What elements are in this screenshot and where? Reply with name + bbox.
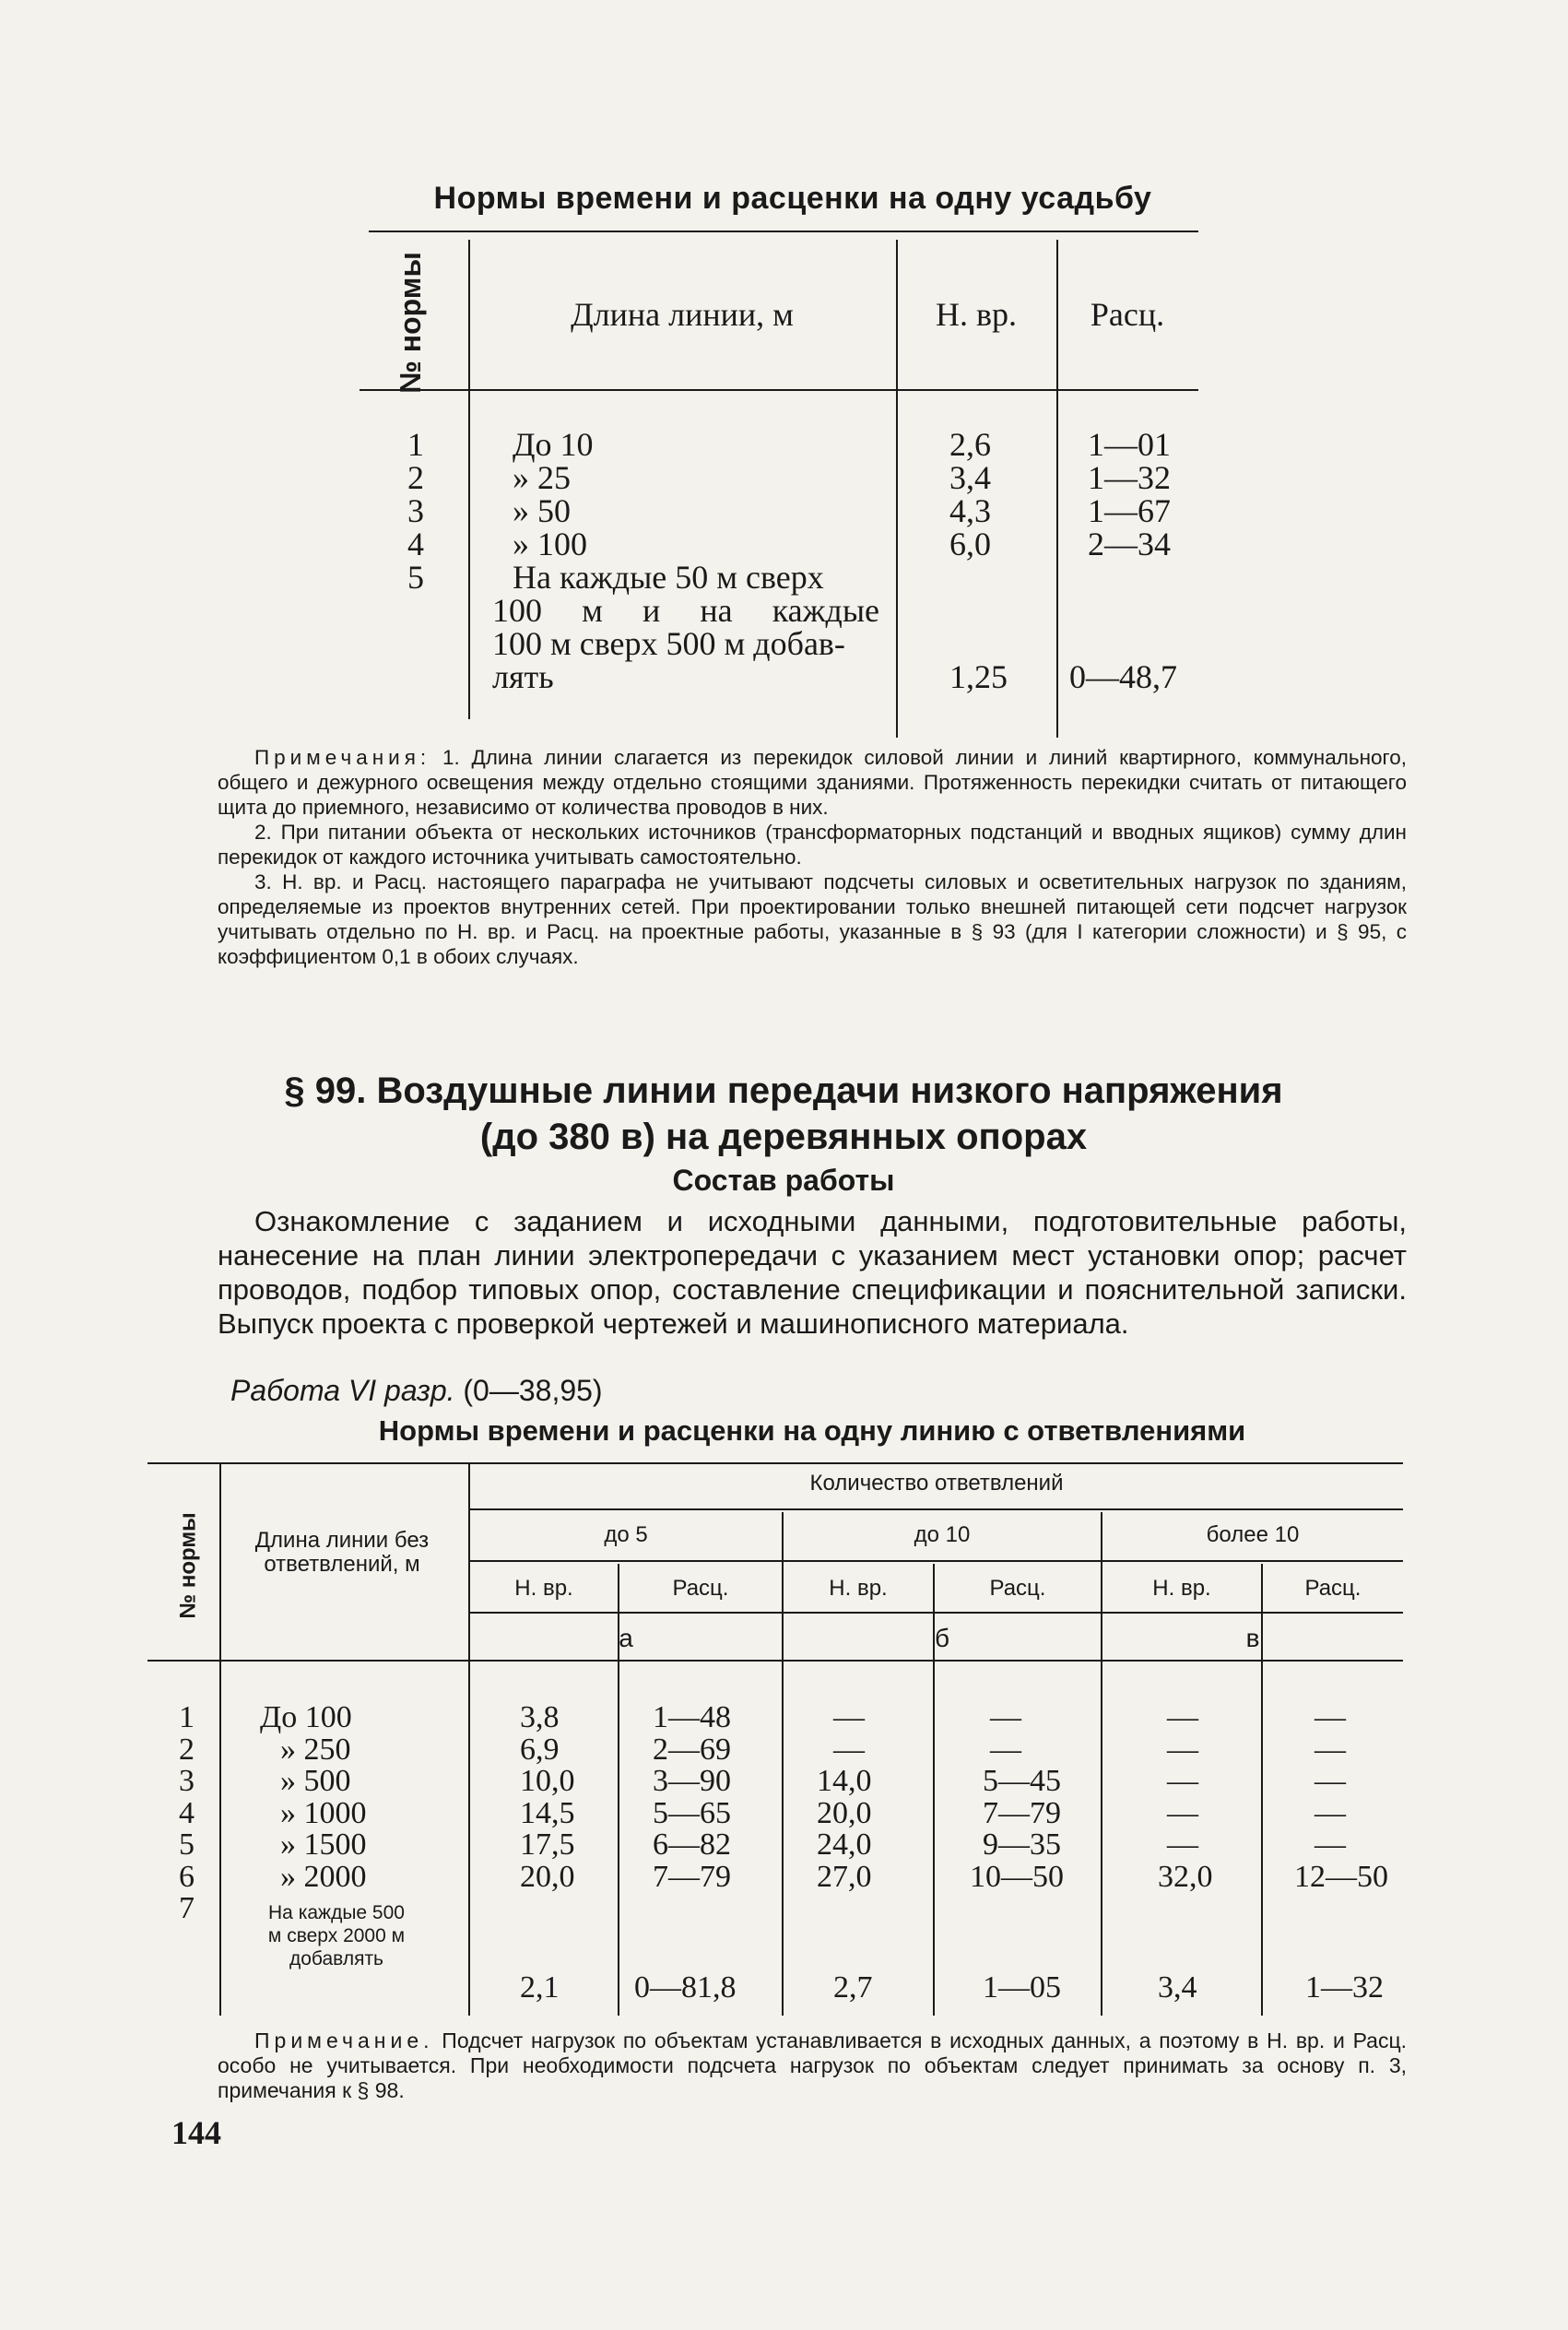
table2-cell: 14,0 — [817, 1764, 872, 1798]
table2-time-header: Н. вр. — [829, 1576, 888, 1601]
table2-cell: 12—50 — [1294, 1859, 1388, 1894]
table2-length: » 250 — [280, 1732, 351, 1767]
table2-cell: 20,0 — [817, 1795, 872, 1830]
table2-c-times — [1158, 1702, 1213, 2005]
table1-number: 2 — [407, 459, 424, 496]
table2-cell: 1—48 — [653, 1700, 731, 1734]
table2-letter-header: а — [619, 1624, 633, 1652]
table2-header-rule — [147, 1660, 1403, 1662]
table2-last-length: На каждые 500 м сверх 2000 м добавлять — [267, 1902, 406, 1969]
table2-cell: 7—79 — [983, 1795, 1061, 1830]
table2-cell: 5—45 — [983, 1764, 1061, 1798]
table2-cell: 2,7 — [833, 1970, 873, 2005]
table2-cell: 10—50 — [970, 1859, 1064, 1894]
table1-number: 1 — [407, 426, 424, 463]
table2-cell: 24,0 — [817, 1827, 872, 1862]
table1-length: » 100 — [513, 526, 587, 562]
note-block — [218, 2028, 1407, 2103]
table1-length-header: Длина линии, м — [571, 296, 794, 333]
table2-group-header: более 10 — [1206, 1522, 1300, 1547]
table2-group-header: до 10 — [914, 1522, 971, 1547]
table1-length: На каждые 50 м сверх — [513, 559, 824, 596]
table2-cell: 10,0 — [520, 1764, 575, 1798]
work-grade-rate: (0—38,95) — [463, 1374, 603, 1407]
table2-cell: 6—82 — [653, 1827, 731, 1862]
table2-length-header: Длина линии без ответвлений, м — [254, 1528, 430, 1577]
table2-cell: 3,8 — [520, 1700, 560, 1734]
section-subtitle: Состав работы — [672, 1164, 895, 1197]
table2-cell: — — [833, 1700, 865, 1734]
table2-b-times — [817, 1702, 873, 2005]
table1-length: 100 м и на каждые — [492, 592, 879, 629]
table2-cell: — — [1315, 1732, 1346, 1767]
table2-cell: — — [1315, 1795, 1346, 1830]
table2-cell: — — [833, 1732, 865, 1767]
table2-cell: 7—79 — [653, 1859, 731, 1894]
table1-rate: 1—67 — [1088, 492, 1171, 529]
table1-number: 3 — [407, 492, 424, 529]
table2-cell: 20,0 — [520, 1859, 575, 1894]
notes-label: Примечания: — [254, 746, 431, 769]
table2-a-times — [520, 1702, 575, 2005]
table2-cell: 27,0 — [817, 1859, 872, 1894]
table2-length: » 2000 — [280, 1859, 367, 1894]
table2-cell: 14,5 — [520, 1795, 575, 1830]
table1-rate-header: Расц. — [1090, 296, 1165, 333]
table2-top-rule — [147, 1462, 1403, 1464]
table2-numbers — [179, 1702, 195, 1925]
section-title — [184, 1068, 1383, 1160]
table2-cell: — — [1315, 1700, 1346, 1734]
table2-cell: 1—32 — [1305, 1970, 1384, 2005]
table1-time: 1,25 — [949, 658, 1008, 695]
page-number: 144 — [171, 2114, 221, 2151]
table1-times — [949, 428, 1008, 693]
table1-rate: 1—32 — [1088, 459, 1171, 496]
table2-cell: 17,5 — [520, 1827, 575, 1862]
table2-a-rates — [634, 1700, 737, 2005]
note-3: 3. Н. вр. и Расц. настоящего параграфа не учитывают подсчеты силовых и осветительных нагрузок по зданиям, определяемые из проектов внутренних сетей. При проектировании только внешней питающей сети подсчет нагрузок учитывать отдельно по Н. вр. и Расц. на проектные работы, указанные в § 93 (для I категории сложности) и § 95, с коэффициентом 0,1 в обоих случаях. — [218, 870, 1407, 968]
table2-number: 7 — [179, 1891, 195, 1925]
table2-letter-header: б — [934, 1624, 950, 1652]
table2-time-header: Н. вр. — [514, 1576, 573, 1601]
table1-length: лять — [492, 658, 554, 695]
table2-letter-header: в — [1245, 1624, 1260, 1652]
table2-number: 2 — [179, 1732, 195, 1767]
table2-rate-header: Расц. — [672, 1576, 729, 1601]
table2-cell: — — [1167, 1795, 1198, 1830]
table2-cell: — — [1167, 1827, 1198, 1862]
table2-rule — [470, 1612, 1403, 1614]
table1-length: » 25 — [513, 459, 571, 496]
table2-caption: Нормы времени и расценки на одну линию с ответвлениями — [378, 1414, 1246, 1447]
table2-cell: 5—65 — [653, 1795, 731, 1830]
section-title-line: § 99. Воздушные линии передачи низкого напряжения — [284, 1070, 1283, 1111]
table2-number: 4 — [179, 1795, 195, 1830]
table1-length: » 50 — [513, 492, 571, 529]
work-grade — [230, 1374, 603, 1408]
notes-block — [218, 745, 1407, 969]
table2-rule — [470, 1508, 1403, 1510]
table2-cell: 2—69 — [653, 1732, 731, 1767]
table1-number: 4 — [407, 526, 424, 562]
table1-caption: Нормы времени и расценки на одну усадьбу — [433, 181, 1152, 216]
table2-time-header: Н. вр. — [1152, 1576, 1211, 1601]
table1-time-header: Н. вр. — [936, 296, 1017, 333]
table2-cell: — — [990, 1700, 1021, 1734]
table2-rate-header: Расц. — [1304, 1576, 1362, 1601]
table2-group-header: до 5 — [604, 1522, 648, 1547]
table2-cell: 3,4 — [1158, 1970, 1197, 2005]
table2-cell: 2,1 — [520, 1970, 560, 2005]
note-label: Примечание. — [254, 2028, 434, 2052]
table2-number: 6 — [179, 1859, 195, 1894]
table2-cell: 9—35 — [983, 1827, 1061, 1862]
table2-cell: — — [990, 1732, 1021, 1767]
note-text: Подсчет нагрузок по объектам устанавливается в исходных данных, а поэтому в Н. вр. и Расц. особо не учитывается. При необходимости подсчета нагрузок по объектам следует принимать за основу п. 3, примечания к § 98. — [218, 2028, 1408, 2102]
table1-rate: 2—34 — [1088, 526, 1171, 562]
section-body: Ознакомление с заданием и исходными данными, подготовительные работы, нанесение на план линии электропередачи с указанием мест установки опор; расчет проводов, подбор типовых опор, составление спецификации и пояснительной записки. Выпуск проекта с проверкой чертежей и машинописного материала. — [218, 1205, 1407, 1340]
table2-branches-header: Количество ответвлений — [809, 1471, 1064, 1496]
table1-length: 100 м сверх 500 м добав- — [492, 625, 845, 662]
table2-length: До 100 — [260, 1700, 352, 1734]
table2-length: » 1000 — [280, 1795, 367, 1830]
table2-number-header: № нормы — [176, 1512, 202, 1619]
table2-cell: — — [1315, 1764, 1346, 1798]
table2 — [147, 1455, 1420, 2017]
table2-c-rates — [1294, 1702, 1388, 2005]
table2-cell: 32,0 — [1158, 1859, 1213, 1894]
table1-time: 2,6 — [949, 426, 991, 463]
table2-b-rates — [970, 1702, 1064, 2005]
work-grade-label: Работа VI разр. — [230, 1374, 455, 1407]
table1-top-rule — [369, 231, 1198, 232]
table1-rates — [1069, 426, 1177, 695]
table2-cell: — — [1167, 1764, 1198, 1798]
table1-length: До 10 — [513, 426, 594, 463]
table2-length: » 1500 — [280, 1827, 367, 1862]
table1-number-header: № нормы — [394, 252, 427, 394]
table2-cell: — — [1167, 1700, 1198, 1734]
table1-number: 5 — [407, 559, 424, 596]
table2-cell: 0—81,8 — [634, 1970, 737, 2005]
table2-cell: 6,9 — [520, 1732, 560, 1767]
table1-time: 4,3 — [949, 492, 991, 529]
table2-number: 1 — [179, 1700, 195, 1734]
table1-rate: 0—48,7 — [1069, 658, 1177, 695]
table2-number: 5 — [179, 1827, 195, 1862]
table1-time: 6,0 — [949, 526, 991, 562]
table1-lengths — [492, 428, 879, 693]
table2-length: » 500 — [280, 1764, 351, 1798]
table1-time: 3,4 — [949, 459, 991, 496]
table2-cell: 3—90 — [653, 1764, 731, 1798]
table1-rate: 1—01 — [1088, 426, 1171, 463]
table1-numbers — [407, 428, 424, 594]
section-title-line: (до 380 в) на деревянных опорах — [479, 1117, 1088, 1157]
table2-number: 3 — [179, 1764, 195, 1798]
note-1: 1. Длина линии слагается из перекидок силовой линии и линий квартирного, коммунального, общего и дежурного освещения между отдельно стоящими зданиями. Протяженность перекидки считать от питающего щита до приемного, независимо от количества проводов в них. — [218, 746, 1407, 819]
table1 — [360, 221, 1208, 738]
table2-cell: — — [1167, 1732, 1198, 1767]
table2-cell: — — [1315, 1827, 1346, 1862]
table2-lengths — [260, 1702, 367, 1893]
table1-header-rule — [360, 389, 1198, 391]
table2-rate-header: Расц. — [989, 1576, 1046, 1601]
table2-cell: 1—05 — [983, 1970, 1061, 2005]
note-2: 2. При питании объекта от нескольких источников (трансформаторных подстанций и вводных ящиков) сумму длин перекидок от каждого источника учитывать самостоятельно. — [218, 821, 1407, 869]
table2-rule — [470, 1560, 1403, 1562]
